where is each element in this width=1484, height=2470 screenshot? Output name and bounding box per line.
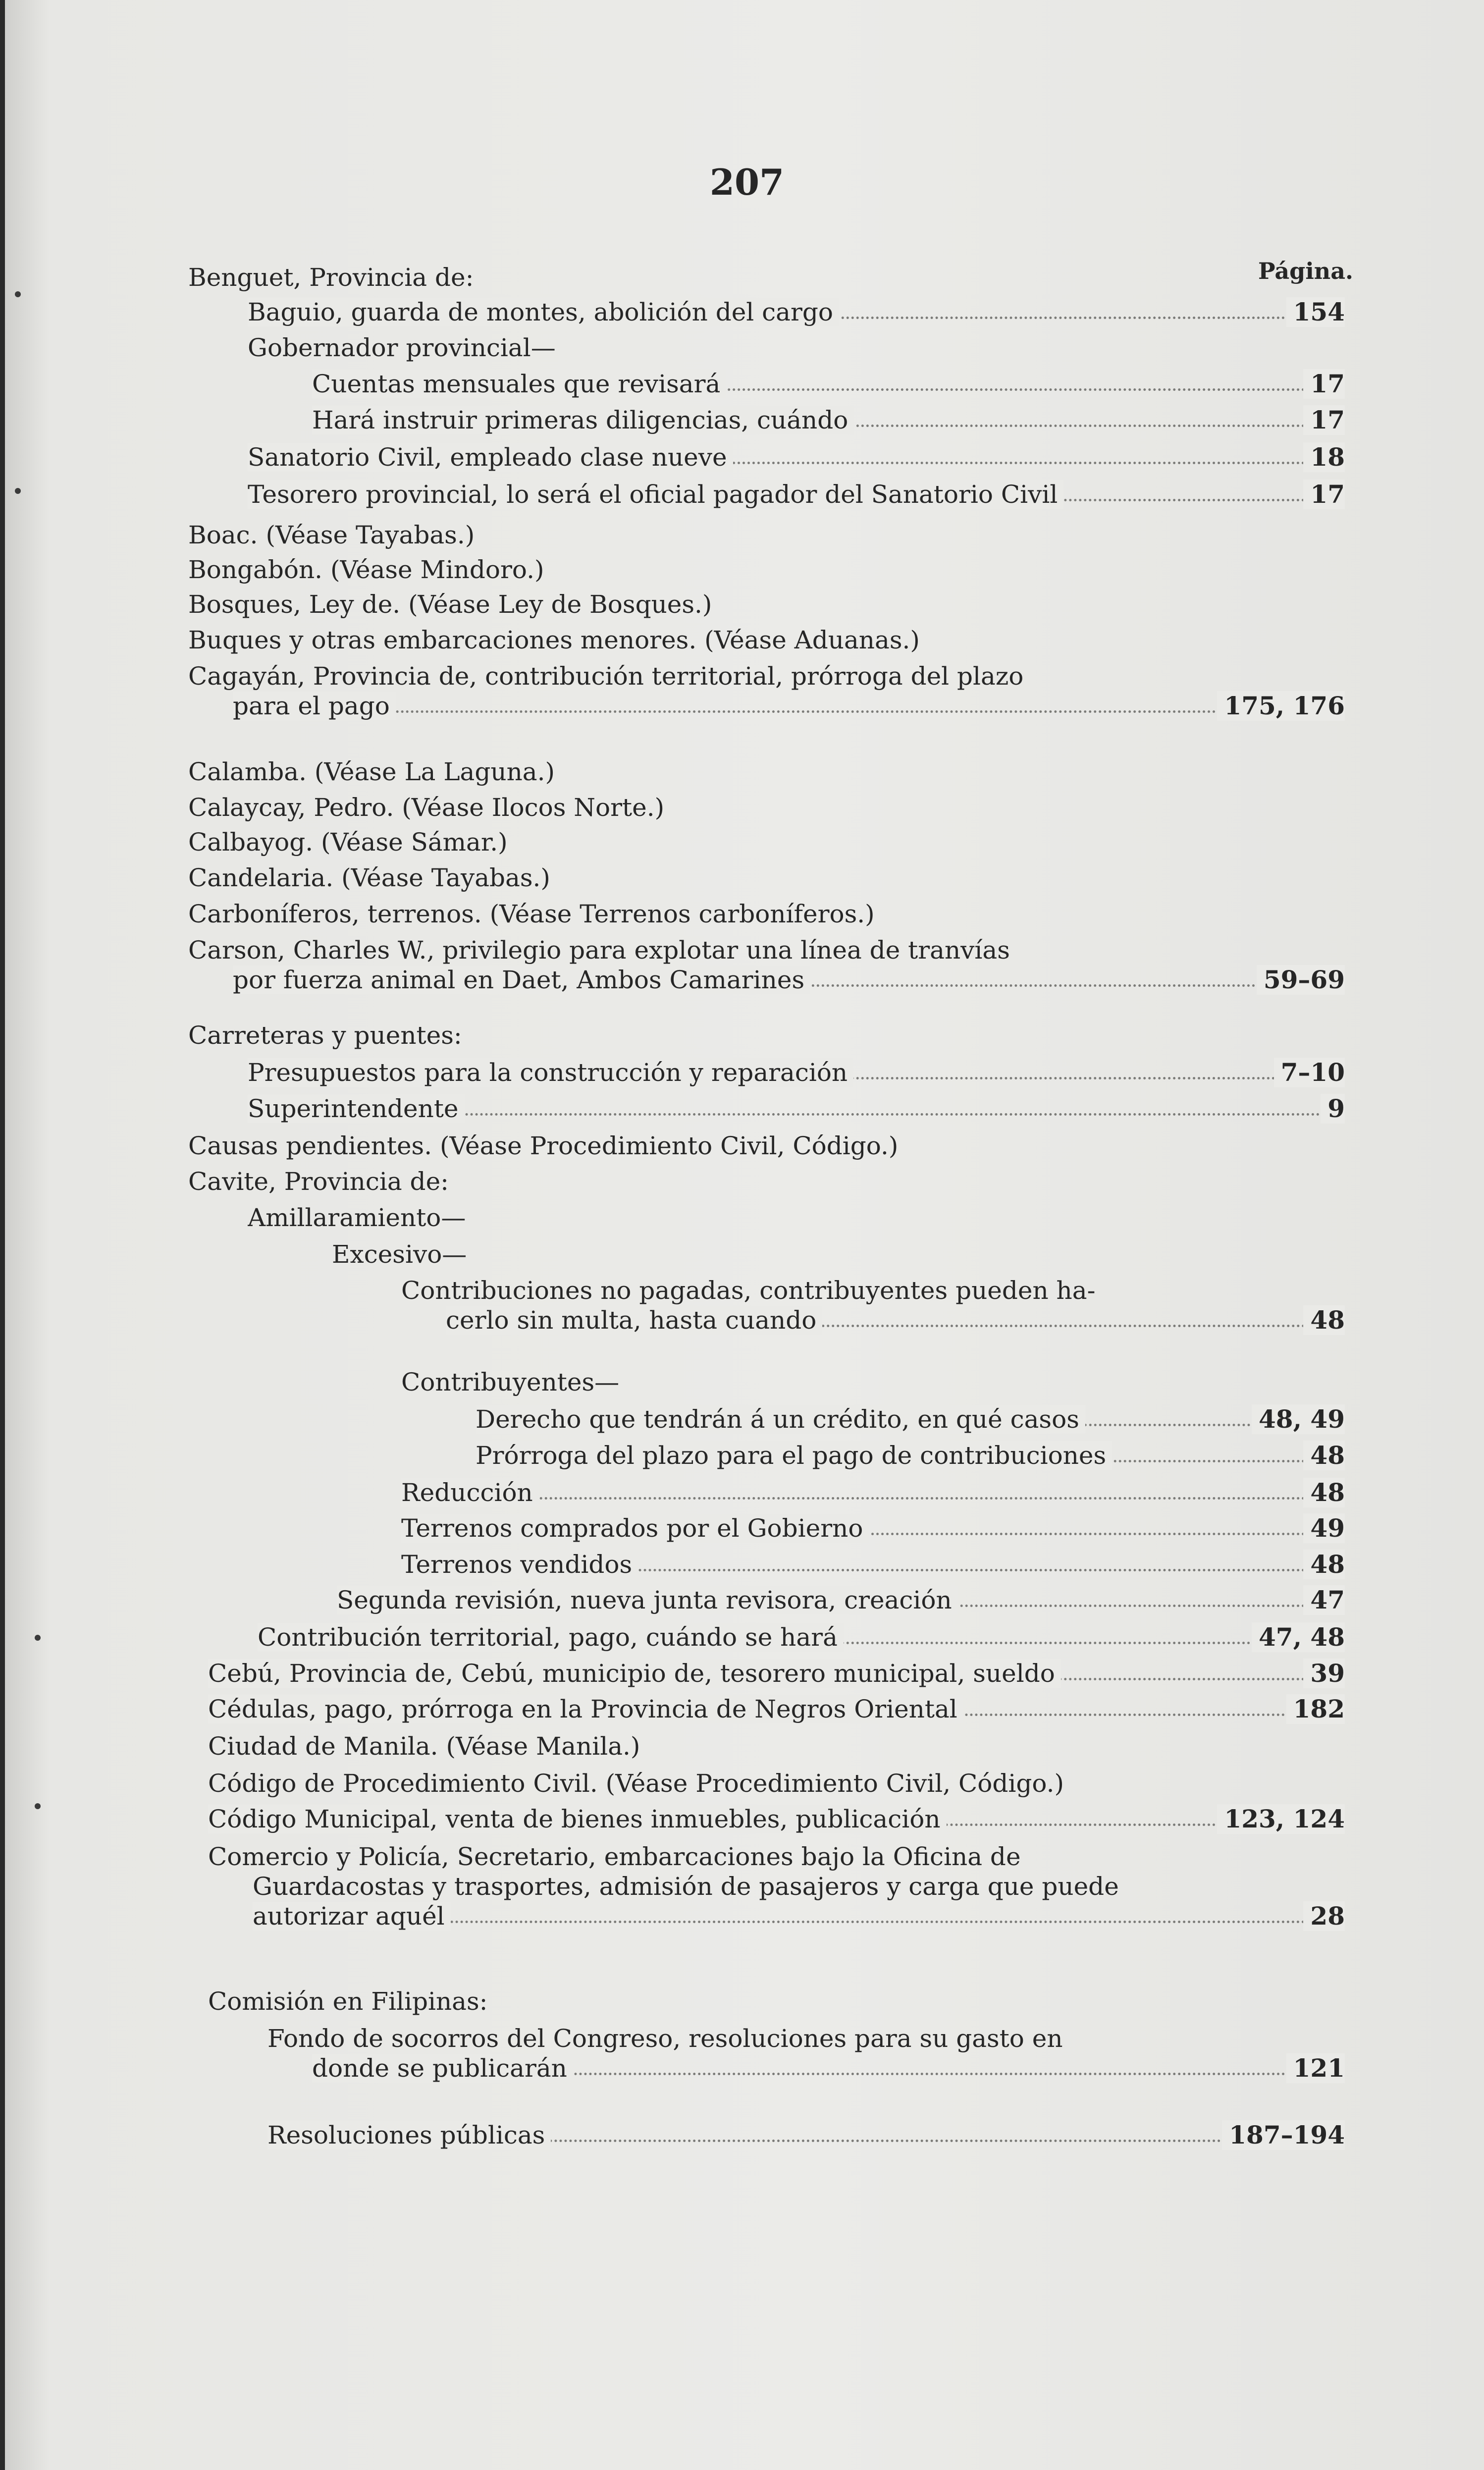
entry-text: Reducción	[401, 1478, 539, 1507]
index-entry	[248, 480, 1345, 509]
index-entry	[188, 757, 1345, 787]
entry-text: Amillaramiento—	[248, 1203, 466, 1232]
index-entry	[476, 1441, 1345, 1470]
entry-text: Baguio, guarda de montes, abolición del cargo	[248, 298, 839, 326]
entry-text: Bongabón. (Véase Mindoro.)	[188, 555, 544, 584]
index-entry	[312, 405, 1345, 435]
entry-text: Ciudad de Manila. (Véase Manila.)	[208, 1732, 640, 1761]
entry-page-ref: 121	[1286, 2053, 1345, 2083]
index-entry	[188, 1020, 1345, 1050]
index-entry	[401, 1513, 1345, 1543]
entry-text: Carreteras y puentes:	[188, 1021, 462, 1050]
index-entry	[188, 661, 1345, 721]
index-entry	[208, 1769, 1345, 1798]
index-entry	[248, 1058, 1345, 1087]
index-entry	[188, 555, 1345, 585]
index-entry	[248, 297, 1345, 327]
entry-text: Prórroga del plazo para el pago de contribuciones	[476, 1441, 1112, 1470]
index-entry	[401, 1276, 1345, 1335]
entry-text: Código Municipal, venta de bienes inmuebles, publicación	[208, 1805, 947, 1833]
entry-page-ref: 48, 49	[1252, 1404, 1345, 1434]
entry-text: Derecho que tendrán á un crédito, en qué casos	[476, 1405, 1085, 1434]
entry-page-ref: 154	[1286, 297, 1345, 327]
entry-page-ref: 17	[1303, 369, 1345, 399]
index-entry	[188, 935, 1345, 995]
entry-page-ref: 175, 176	[1217, 691, 1345, 721]
index-entry	[188, 263, 1345, 292]
entry-text: Sanatorio Civil, empleado clase nueve	[248, 443, 733, 472]
scan-artifact	[35, 1803, 41, 1809]
entry-text: Bosques, Ley de. (Véase Ley de Bosques.)	[188, 590, 712, 619]
entry-text: Gobernador provincial—	[248, 333, 556, 362]
entry-text: Boac. (Véase Tayabas.)	[188, 521, 475, 549]
entry-page-ref: 187–194	[1222, 2120, 1345, 2150]
entry-text: Cuentas mensuales que revisará	[312, 370, 726, 398]
index-entry	[208, 1804, 1345, 1834]
index-entry	[188, 1131, 1345, 1161]
entry-text: autorizar aquél	[253, 1902, 451, 1931]
index-entry	[312, 369, 1345, 399]
index-entry	[188, 590, 1345, 619]
entry-text: Calaycay, Pedro. (Véase Ilocos Norte.)	[188, 793, 665, 822]
entry-text: Fondo de socorros del Congreso, resoluciones para su gasto en	[267, 2024, 1063, 2053]
entry-text: Carboníferos, terrenos. (Véase Terrenos carboníferos.)	[188, 900, 875, 928]
entry-text: Excesivo—	[332, 1240, 467, 1269]
index-entry	[208, 1731, 1345, 1761]
entry-page-ref: 48	[1303, 1441, 1345, 1470]
index-entry	[208, 1694, 1345, 1724]
entry-text: Segunda revisión, nueva junta revisora, creación	[337, 1586, 958, 1614]
dot-leader	[233, 710, 1345, 713]
entry-text: Superintendente	[248, 1094, 465, 1123]
entry-page-ref: 47, 48	[1252, 1622, 1345, 1652]
entry-text: Cagayán, Provincia de, contribución territorial, prórroga del plazo	[188, 662, 1024, 691]
entry-page-ref: 48	[1303, 1478, 1345, 1507]
entry-page-ref: 59–69	[1257, 965, 1345, 995]
index-entry	[332, 1239, 1345, 1269]
index-entry	[208, 1987, 1345, 2016]
pagina-column-label: Página.	[1258, 258, 1354, 284]
entry-page-ref: 48	[1303, 1550, 1345, 1579]
entry-text: Tesorero provincial, lo será el oficial pagador del Sanatorio Civil	[248, 480, 1063, 509]
index-entry	[188, 520, 1345, 550]
entry-text: Cavite, Provincia de:	[188, 1167, 449, 1196]
entry-text: Cebú, Provincia de, Cebú, municipio de, tesorero municipal, sueldo	[208, 1659, 1061, 1688]
index-entry	[401, 1367, 1345, 1397]
entry-text: cerlo sin multa, hasta cuando	[446, 1306, 822, 1335]
entry-page-ref: 182	[1286, 1694, 1345, 1724]
index-entry	[267, 2024, 1345, 2083]
index-entry	[267, 2120, 1345, 2150]
index-entry	[188, 827, 1345, 857]
entry-page-ref: 7–10	[1274, 1058, 1345, 1087]
entry-page-ref: 47	[1303, 1585, 1345, 1615]
index-entry	[476, 1404, 1345, 1434]
index-entry	[208, 1842, 1345, 1931]
entry-page-ref: 39	[1303, 1659, 1345, 1688]
scan-artifact	[15, 488, 21, 494]
index-entry	[337, 1585, 1345, 1615]
index-entry	[188, 1167, 1345, 1196]
entry-text: Calbayog. (Véase Sámar.)	[188, 828, 508, 857]
index-entry	[401, 1478, 1345, 1507]
entry-text: Hará instruir primeras diligencias, cuándo	[312, 406, 854, 434]
entry-text: Calamba. (Véase La Laguna.)	[188, 757, 555, 786]
entry-page-ref: 123, 124	[1217, 1804, 1345, 1834]
entry-text: Código de Procedimiento Civil. (Véase Procedimiento Civil, Código.)	[208, 1769, 1064, 1798]
entry-text: Contribución territorial, pago, cuándo se hará	[258, 1623, 844, 1652]
index-entry	[188, 899, 1345, 929]
entry-text: Presupuestos para la construcción y reparación	[248, 1058, 853, 1087]
entry-page-ref: 49	[1303, 1513, 1345, 1543]
index-entry	[401, 1550, 1345, 1579]
entry-text: Comercio y Policía, Secretario, embarcaciones bajo la Oficina de	[208, 1842, 1021, 1871]
entry-text: Guardacostas y trasportes, admisión de pasajeros y carga que puede	[253, 1872, 1119, 1901]
entry-text: Benguet, Provincia de:	[188, 263, 474, 292]
entry-page-ref: 18	[1303, 442, 1345, 472]
entry-text: Candelaria. (Véase Tayabas.)	[188, 863, 550, 892]
entry-page-ref: 17	[1303, 405, 1345, 435]
entry-page-ref: 48	[1303, 1305, 1345, 1335]
entry-text: por fuerza animal en Daet, Ambos Camarines	[233, 966, 810, 994]
entry-text: Comisión en Filipinas:	[208, 1987, 488, 2016]
entry-text: para el pago	[233, 692, 396, 720]
index-entry	[258, 1622, 1345, 1652]
index-entry	[248, 333, 1345, 363]
entry-text: Buques y otras embarcaciones menores. (Véase Aduanas.)	[188, 626, 920, 654]
index-entry	[248, 1094, 1345, 1124]
index-entry	[248, 442, 1345, 472]
entry-text: Terrenos vendidos	[401, 1550, 638, 1579]
entry-text: Resoluciones públicas	[267, 2121, 551, 2149]
entry-text: Terrenos comprados por el Gobierno	[401, 1514, 869, 1543]
scan-artifact	[35, 1635, 41, 1641]
entry-page-ref: 9	[1321, 1094, 1345, 1124]
entry-text: donde se publicarán	[312, 2054, 573, 2083]
index-entry	[208, 1659, 1345, 1688]
index-entry	[188, 625, 1345, 655]
entry-text: Contribuyentes—	[401, 1368, 620, 1396]
scan-artifact	[15, 291, 21, 297]
entry-text: Contribuciones no pagadas, contribuyentes pueden ha-	[401, 1276, 1096, 1305]
entry-text: Cédulas, pago, prórroga en la Provincia de Negros Oriental	[208, 1695, 963, 1723]
index-entry	[188, 793, 1345, 822]
entry-page-ref: 17	[1303, 480, 1345, 509]
entry-page-ref: 28	[1303, 1901, 1345, 1931]
dot-leader	[401, 1497, 1345, 1500]
index-entry	[248, 1203, 1345, 1233]
index-entry	[188, 863, 1345, 893]
entry-text: Carson, Charles W., privilegio para explotar una línea de tranvías	[188, 936, 1010, 965]
page-number: 207	[709, 161, 785, 203]
entry-text: Causas pendientes. (Véase Procedimiento Civil, Código.)	[188, 1131, 899, 1160]
